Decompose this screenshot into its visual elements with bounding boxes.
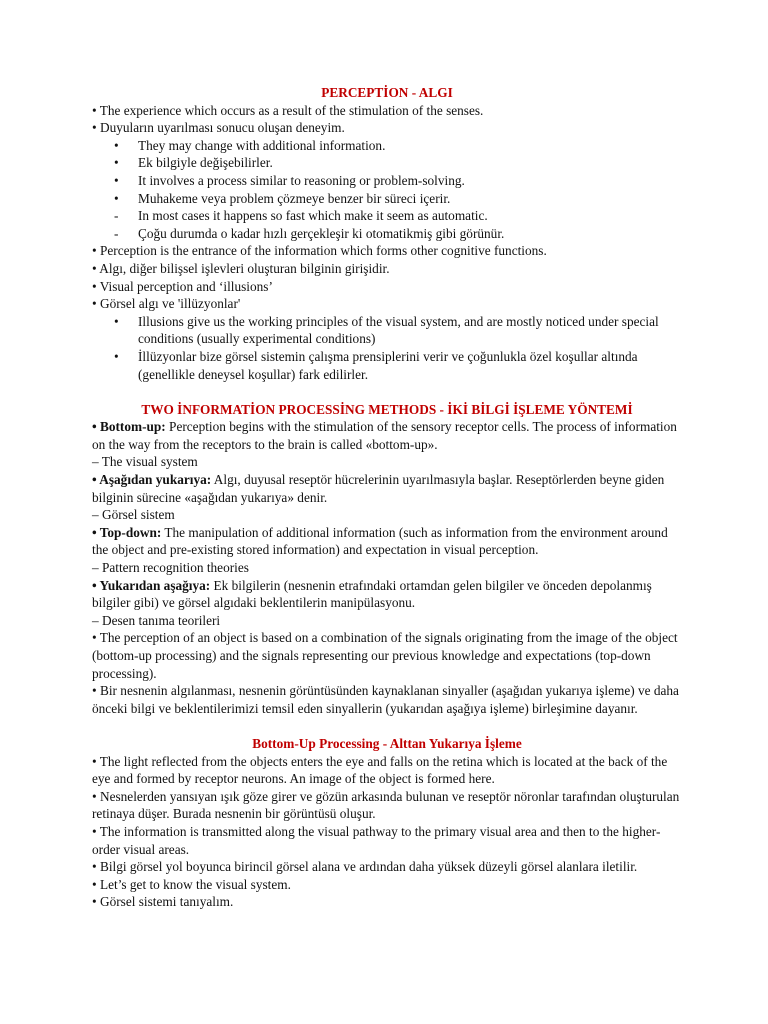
paragraph: • The information is transmitted along the visual pathway to the primary visual area and then to the higher-order visual areas. <box>92 823 661 857</box>
term-label: • Bottom-up: <box>92 419 166 435</box>
paragraph: • Bilgi görsel yol boyunca birincil görsel alana ve ardından daha yüksek düzeyli görsel alanlara iletilir. <box>92 859 638 875</box>
term-label: • Aşağıdan yukarıya: <box>92 472 212 488</box>
sub-list-item <box>92 313 682 348</box>
bullet-line: • Görsel algı ve 'illüzyonlar' <box>92 296 241 312</box>
sub-item-text: Muhakeme veya problem çözmeye benzer bir süreci içerir. <box>138 190 451 206</box>
sub-item-text: It involves a process similar to reasoning or problem-solving. <box>138 172 465 188</box>
definition-paragraph <box>92 418 682 453</box>
spacer <box>92 717 682 735</box>
section-heading-bottom-up: Bottom-Up Processing - Alttan Yukarıya İşleme <box>252 735 522 751</box>
note-line: – Pattern recognition theories <box>92 560 249 576</box>
sub-list-item <box>92 190 682 208</box>
bullet-line: • Visual perception and ‘illusions’ <box>92 278 273 294</box>
bullet-mark: • <box>114 137 119 153</box>
definition-text: Algı, duyusal reseptör hücrelerinin uyarılmasıyla başlar. Reseptörlerden beyne giden bilginin sürecine «aşağıdan yukarıya» denir. <box>92 472 665 505</box>
bullet-line: • Duyuların uyarılması sonucu oluşan deneyim. <box>92 120 345 136</box>
sub-item-text: They may change with additional information. <box>138 137 386 153</box>
note-line: – Desen tanıma teorileri <box>92 612 221 628</box>
paragraph: • Bir nesnenin algılanması, nesnenin görüntüsünden kaynaklanan sinyaller (aşağıdan yukarıya işleme) ve daha önceki bilgi ve beklentilerimizi temsil eden sinyallerin (yukarıdan aşağıya işleme) birleşimine dayanır. <box>92 683 679 716</box>
paragraph: • Nesnelerden yansıyan ışık göze girer ve gözün arkasında bulunan ve reseptör nöronlar tarafından oluşturulan retinaya düşer. Burada nesnenin bir görüntüsü oluşur. <box>92 788 680 822</box>
bullet-mark: • <box>114 313 119 329</box>
sub-list-item <box>92 137 682 155</box>
document-page <box>92 84 682 911</box>
note-line: – Görsel sistem <box>92 507 175 523</box>
bullet-mark: • <box>114 172 119 188</box>
sub-list-item <box>92 154 682 172</box>
bullet-line: • Perception is the entrance of the information which forms other cognitive functions. <box>92 243 547 259</box>
note-line: – The visual system <box>92 454 198 470</box>
dash-mark: - <box>114 208 119 224</box>
sub-item-text: Çoğu durumda o kadar hızlı gerçekleşir ki otomatikmiş gibi görünür. <box>138 225 505 241</box>
bullet-mark: • <box>114 348 119 364</box>
sub-item-text: Ek bilgiyle değişebilirler. <box>138 155 273 171</box>
definition-text: Perception begins with the stimulation of the sensory receptor cells. The process of information on the way from the receptors to the brain is called «bottom-up». <box>92 419 677 452</box>
sub-list-item <box>92 207 682 225</box>
sub-list-item <box>92 172 682 190</box>
bullet-line: • The experience which occurs as a result of the stimulation of the senses. <box>92 102 484 118</box>
sub-item-text: Illusions give us the working principles of the visual system, and are mostly noticed under special conditions (usually experimental conditions) <box>138 313 659 347</box>
paragraph: • Let’s get to know the visual system. <box>92 876 291 892</box>
definition-paragraph <box>92 471 682 506</box>
paragraph: • The perception of an object is based on a combination of the signals originating from the image of the object (bottom-up processing) and the signals representing our previous knowledge and expectations (top-down processing). <box>92 630 678 681</box>
dash-mark: - <box>114 225 119 241</box>
bullet-mark: • <box>114 190 119 206</box>
bullet-mark: • <box>114 155 119 171</box>
definition-paragraph <box>92 524 682 559</box>
term-label: • Top-down: <box>92 524 162 540</box>
definition-text: The manipulation of additional information (such as information from the environment around the object and pre-existing stored information) and expectation in visual perception. <box>92 524 668 558</box>
section-heading-perception: PERCEPTİON - ALGI <box>321 85 453 100</box>
sub-list-item <box>92 348 682 383</box>
definition-text: Ek bilgilerin (nesnenin etrafındaki ortamdan gelen bilgiler ve önceden depolanmış bilgiler gibi) ve görsel algıdaki beklentilerin manipülasyonu. <box>92 577 652 611</box>
sub-list-item <box>92 225 682 243</box>
sub-item-text: İllüzyonlar bize görsel sistemin çalışma prensiplerini verir ve çoğunlukla özel koşullar altında (genellikle deneysel koşullar) fark edilirler. <box>138 348 638 382</box>
section-heading-processing-methods: TWO İNFORMATİON PROCESSİNG METHODS - İKİ BİLGİ İŞLEME YÖNTEMİ <box>141 401 633 417</box>
paragraph: • The light reflected from the objects enters the eye and falls on the retina which is located at the back of the eye and formed by receptor neurons. An image of the object is formed here. <box>92 753 668 787</box>
definition-paragraph <box>92 577 682 612</box>
bullet-line: • Algı, diğer bilişsel işlevleri oluşturan bilginin girişidir. <box>92 260 390 276</box>
paragraph: • Görsel sistemi tanıyalım. <box>92 894 234 910</box>
spacer <box>92 383 682 401</box>
sub-item-text: In most cases it happens so fast which make it seem as automatic. <box>138 208 488 224</box>
term-label: • Yukarıdan aşağıya: <box>92 577 211 593</box>
